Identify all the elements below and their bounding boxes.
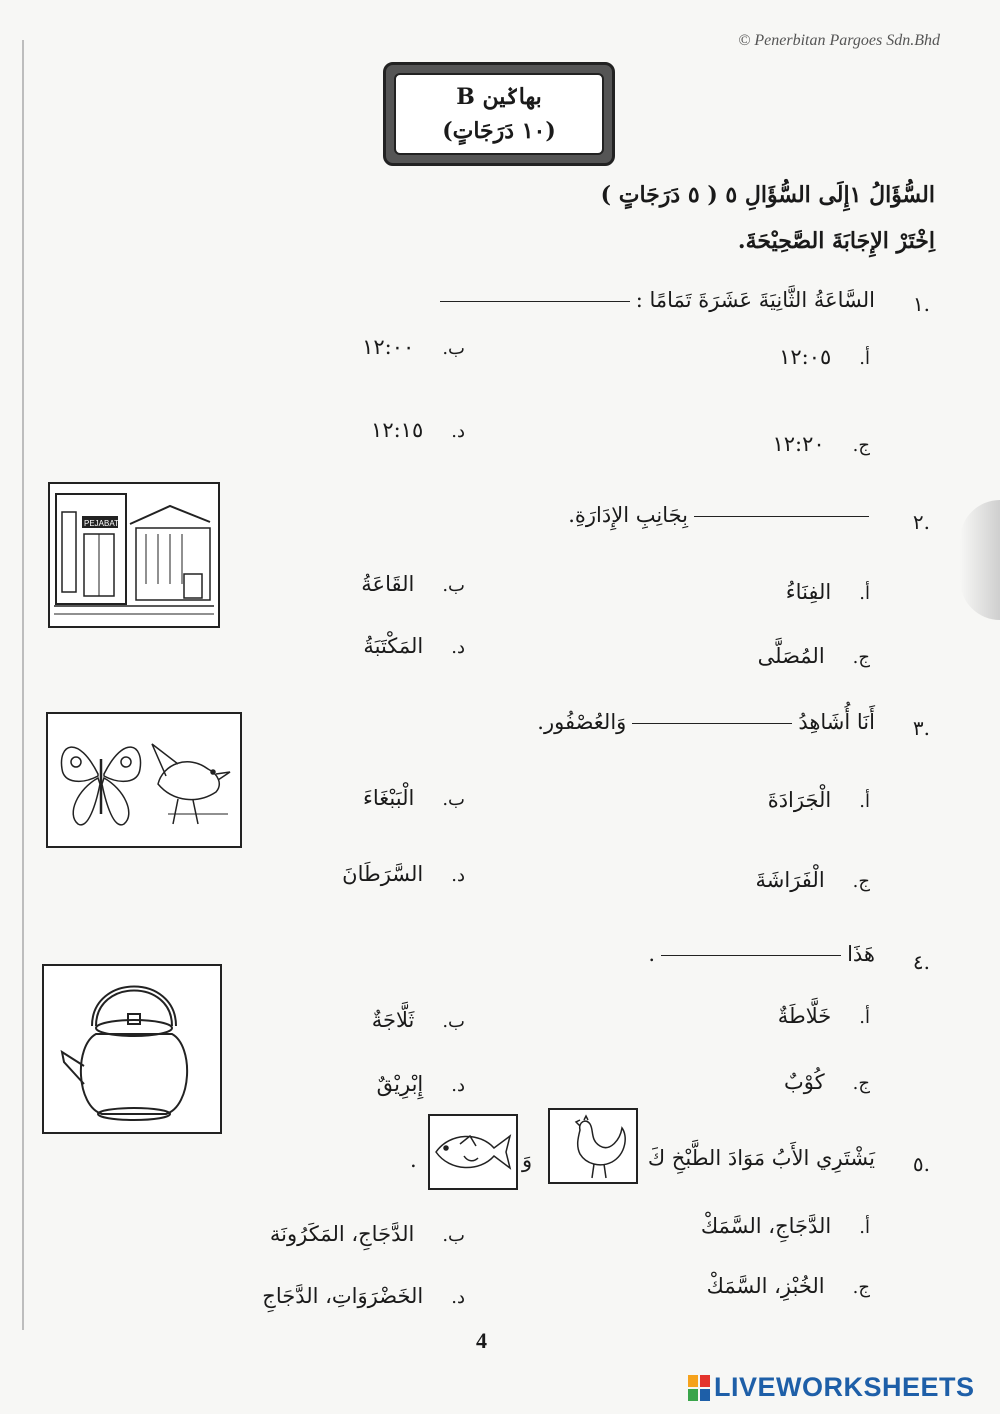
publisher-credit: © Penerbitan Pargoes Sdn.Bhd [738,32,940,49]
butterfly-bird-image [46,712,242,848]
butterfly-icon [61,747,140,825]
question-2-text: بِجَانِبِ الإِدَارَةِ. [568,503,875,527]
option-a[interactable]: أ. الْجَرَادَةَ [767,788,870,812]
page-shadow [960,500,1000,620]
section-title: بهاݢين B [456,84,542,110]
option-d[interactable]: د. المَكْتَبَةُ [363,634,465,658]
answer-blank[interactable] [661,955,841,956]
option-a[interactable]: أ. خَلَّاطَةٌ [777,1004,870,1028]
instruction-range: السُّؤَالُ ١إِلَى السُّؤَالِ ٥ ( ٥ دَرَجَاتٍ ) [600,182,935,208]
question-number: ١. [912,292,930,316]
kettle-image [42,964,222,1134]
question-number: ٥. [912,1152,930,1176]
bird-icon [152,744,230,824]
sentence-end: . [410,1148,417,1172]
question-number: ٢. [912,510,930,534]
option-a[interactable]: أ. الفِنَاءُ [785,580,870,604]
option-b[interactable]: ب. الْبَبْغَاءَ [363,786,465,810]
option-d[interactable]: د. السَّرَطَانَ [342,862,465,886]
answer-blank[interactable] [440,301,630,302]
pejabat-sign: PEJABAT [84,519,119,528]
question-3-text: أَنَا أُشَاهِدُوَالعُصْفُور. [537,710,875,734]
option-d[interactable]: د. ١٢:١٥ [371,418,465,442]
option-d[interactable]: د. إِبْرِيْقٌ [376,1072,465,1096]
option-c[interactable]: ج. كُوْبٌ [784,1070,870,1094]
question-number: ٤. [912,950,930,974]
option-c[interactable]: ج. الْفَرَاشَةَ [755,868,870,892]
rooster-icon [576,1116,625,1178]
question-5-text: يَشْتَرِي الأَبُ مَوَادَ الطَّبْخِ كَ [647,1146,875,1170]
option-b[interactable]: ب. ثَلَّاجَةٌ [371,1008,465,1032]
section-marks: (١٠ دَرَجَاتٍ) [442,118,556,144]
fish-icon [436,1136,510,1168]
option-c[interactable]: ج. الخُبْزِ، السَّمَكْ [706,1274,870,1298]
office-building-image [48,482,220,628]
question-1-text [434,288,875,312]
kettle-icon [62,989,187,1121]
liveworksheets-brand[interactable] [688,1372,975,1403]
answer-blank[interactable] [694,516,869,517]
question-4-text: هَذَا. [648,942,875,966]
liveworksheets-logo-icon [688,1375,710,1401]
option-b[interactable]: ب. الدَّجَاجِ، المَكَرُونَة [269,1222,465,1246]
question-number: ٣. [912,716,930,740]
option-b[interactable]: ب. القَاعَةُ [361,572,465,596]
option-a[interactable]: أ. ١٢:٠٥ [779,345,870,369]
option-c[interactable]: ج. ١٢:٢٠ [772,432,870,456]
section-header-box [383,62,615,166]
connector-and: وَ [522,1148,533,1172]
page-edge [22,40,24,1330]
option-b[interactable]: ب. ١٢:٠٠ [362,335,465,359]
instruction-choose: اِخْتَرْ الإِجَابَةَ الصَّحِيْحَةَ. [737,228,935,254]
brand-name: LIVEWORKSHEETS [714,1372,975,1402]
rooster-image [548,1108,638,1184]
page-number: 4 [476,1328,487,1353]
answer-blank[interactable] [632,723,792,724]
option-c[interactable]: ج. المُصَلَّى [757,644,870,668]
fish-image [428,1114,518,1190]
option-d[interactable]: د. الخَضْرَوَاتِ، الدَّجَاجِ [262,1284,465,1308]
question-text: السَّاعَةُ الثَّانِيَةَ عَشَرَةَ تَمَامًا : [635,288,875,312]
option-a[interactable]: أ. الدَّجَاجِ، السَّمَكْ [700,1214,870,1238]
